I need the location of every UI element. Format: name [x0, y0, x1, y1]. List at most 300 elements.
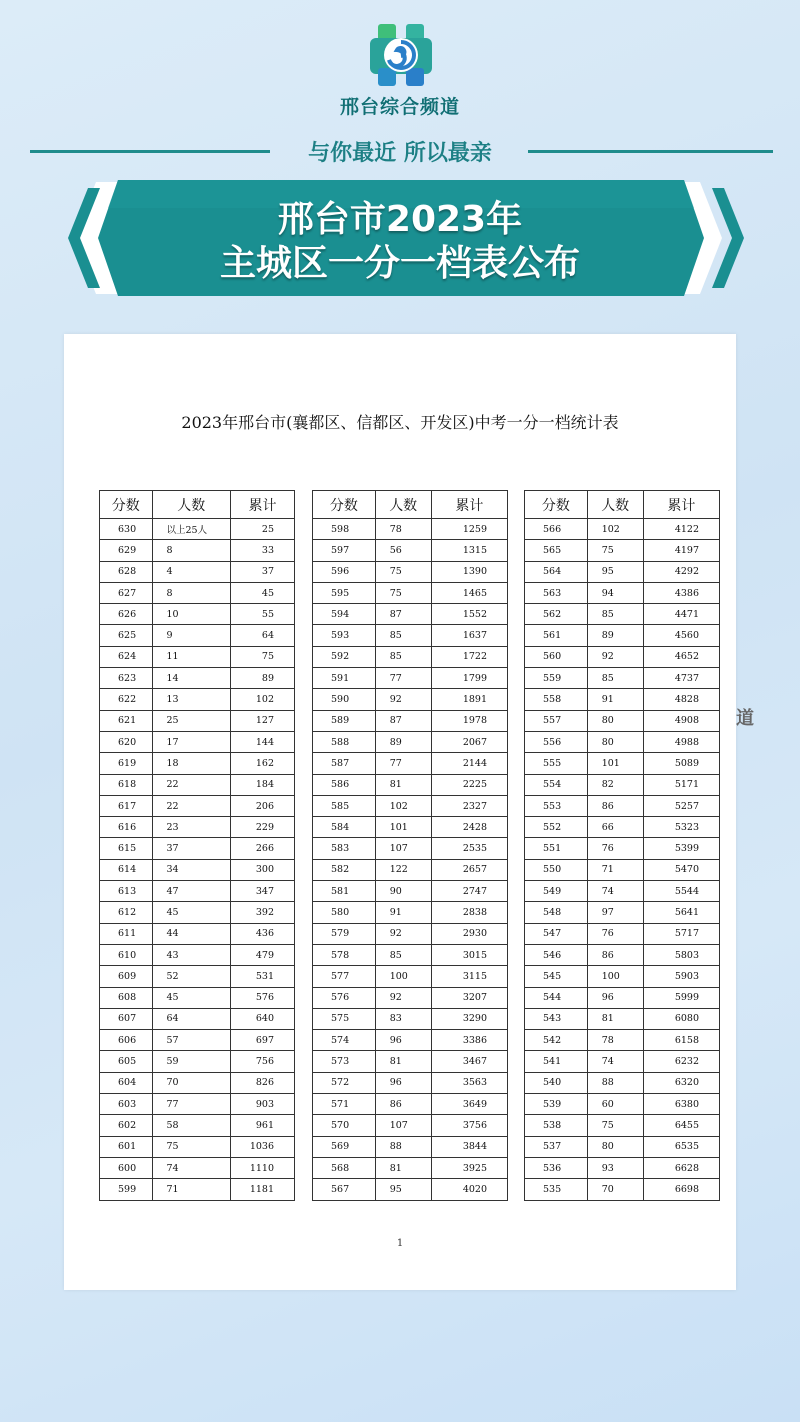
cumulative-cell: 162	[231, 753, 295, 774]
score-cell: 562	[525, 604, 588, 625]
cumulative-cell: 5323	[643, 817, 719, 838]
cumulative-cell: 5089	[643, 753, 719, 774]
score-cell: 625	[100, 625, 153, 646]
cumulative-cell: 6232	[643, 1051, 719, 1072]
score-cell: 610	[100, 944, 153, 965]
score-cell: 535	[525, 1179, 588, 1200]
count-cell: 122	[375, 859, 431, 880]
table-row	[525, 1179, 720, 1200]
count-cell: 101	[375, 817, 431, 838]
banner-title-line2: 主城区一分一档表公布	[219, 243, 580, 284]
score-cell: 571	[313, 1094, 376, 1115]
table-row	[313, 1157, 508, 1178]
score-cell: 600	[100, 1157, 153, 1178]
score-cell: 544	[525, 987, 588, 1008]
score-cell: 573	[313, 1051, 376, 1072]
table-row	[313, 795, 508, 816]
score-cell: 552	[525, 817, 588, 838]
table-row	[525, 582, 720, 603]
count-cell: 92	[587, 646, 643, 667]
score-cell: 557	[525, 710, 588, 731]
cumulative-cell: 6628	[643, 1157, 719, 1178]
banner-title-line1: 邢台市2023年	[277, 199, 523, 240]
cumulative-cell: 1036	[231, 1136, 295, 1157]
cumulative-cell: 2838	[431, 902, 507, 923]
table-row	[313, 966, 508, 987]
count-cell: 17	[152, 731, 231, 752]
count-cell: 83	[375, 1008, 431, 1029]
document-title: 2023年邢台市(襄都区、信都区、开发区)中考一分一档统计表	[181, 413, 619, 432]
cumulative-cell: 3015	[431, 944, 507, 965]
table-row	[100, 817, 295, 838]
table-row	[525, 966, 720, 987]
count-cell: 78	[375, 519, 431, 540]
score-cell: 577	[313, 966, 376, 987]
count-cell: 95	[375, 1179, 431, 1200]
cumulative-cell: 75	[231, 646, 295, 667]
table-row	[525, 1136, 720, 1157]
cumulative-cell: 4386	[643, 582, 719, 603]
cumulative-cell: 300	[231, 859, 295, 880]
table-row	[100, 668, 295, 689]
score-cell: 551	[525, 838, 588, 859]
count-cell: 75	[375, 561, 431, 582]
score-table-3	[524, 490, 720, 1201]
count-cell: 22	[152, 774, 231, 795]
table-row	[313, 668, 508, 689]
cumulative-cell: 4828	[643, 689, 719, 710]
score-cell: 586	[313, 774, 376, 795]
cumulative-cell: 5803	[643, 944, 719, 965]
cumulative-cell: 1637	[431, 625, 507, 646]
count-cell: 77	[375, 753, 431, 774]
cumulative-cell: 6455	[643, 1115, 719, 1136]
table-row	[525, 710, 720, 731]
count-cell: 8	[152, 540, 231, 561]
score-cell: 554	[525, 774, 588, 795]
score-cell: 626	[100, 604, 153, 625]
count-cell: 23	[152, 817, 231, 838]
cumulative-cell: 1465	[431, 582, 507, 603]
cumulative-cell: 45	[231, 582, 295, 603]
cumulative-cell: 2747	[431, 881, 507, 902]
header-cumulative: 累计	[431, 491, 507, 519]
count-cell: 18	[152, 753, 231, 774]
cumulative-cell: 1315	[431, 540, 507, 561]
table-row	[313, 1051, 508, 1072]
channel-name: 邢台综合频道	[339, 96, 460, 118]
cumulative-cell: 640	[231, 1008, 295, 1029]
cumulative-cell: 903	[231, 1094, 295, 1115]
count-cell: 34	[152, 859, 231, 880]
count-cell: 97	[587, 902, 643, 923]
score-cell: 597	[313, 540, 376, 561]
cumulative-cell: 1110	[231, 1157, 295, 1178]
cumulative-cell: 3467	[431, 1051, 507, 1072]
score-cell: 587	[313, 753, 376, 774]
score-cell: 541	[525, 1051, 588, 1072]
count-cell: 85	[375, 944, 431, 965]
slogan-row	[0, 136, 800, 166]
score-cell: 536	[525, 1157, 588, 1178]
score-cell: 595	[313, 582, 376, 603]
table-row	[100, 753, 295, 774]
cumulative-cell: 6698	[643, 1179, 719, 1200]
count-cell: 75	[375, 582, 431, 603]
score-cell: 608	[100, 987, 153, 1008]
table-row	[313, 1136, 508, 1157]
cumulative-cell: 4737	[643, 668, 719, 689]
table-row	[525, 561, 720, 582]
score-cell: 559	[525, 668, 588, 689]
score-cell: 578	[313, 944, 376, 965]
table-row	[525, 646, 720, 667]
cumulative-cell: 5257	[643, 795, 719, 816]
cumulative-cell: 2067	[431, 731, 507, 752]
score-cell: 609	[100, 966, 153, 987]
table-row	[100, 1136, 295, 1157]
table-row	[100, 625, 295, 646]
table-row	[525, 731, 720, 752]
cumulative-cell: 5717	[643, 923, 719, 944]
table-row	[525, 987, 720, 1008]
channel-logo-icon	[368, 22, 434, 88]
table-row	[100, 774, 295, 795]
score-cell: 568	[313, 1157, 376, 1178]
table-row	[100, 838, 295, 859]
cumulative-cell: 229	[231, 817, 295, 838]
cumulative-cell: 5399	[643, 838, 719, 859]
count-cell: 82	[587, 774, 643, 795]
score-cell: 603	[100, 1094, 153, 1115]
count-cell: 81	[375, 1157, 431, 1178]
cumulative-cell: 3649	[431, 1094, 507, 1115]
count-cell: 102	[375, 795, 431, 816]
cumulative-cell: 1259	[431, 519, 507, 540]
table-row	[525, 1072, 720, 1093]
table-row	[525, 1008, 720, 1029]
score-cell: 604	[100, 1072, 153, 1093]
count-cell: 76	[587, 838, 643, 859]
table-row	[525, 881, 720, 902]
table-row	[525, 1157, 720, 1178]
table-row	[525, 817, 720, 838]
score-cell: 585	[313, 795, 376, 816]
count-cell: 74	[587, 881, 643, 902]
cumulative-cell: 4471	[643, 604, 719, 625]
table-row	[100, 1115, 295, 1136]
table-row	[313, 753, 508, 774]
score-cell: 594	[313, 604, 376, 625]
cumulative-cell: 3925	[431, 1157, 507, 1178]
table-row	[313, 881, 508, 902]
cumulative-cell: 127	[231, 710, 295, 731]
score-cell: 622	[100, 689, 153, 710]
score-document	[64, 334, 736, 1290]
count-cell: 94	[587, 582, 643, 603]
score-cell: 618	[100, 774, 153, 795]
score-cell: 540	[525, 1072, 588, 1093]
cumulative-cell: 479	[231, 944, 295, 965]
table-row	[100, 582, 295, 603]
cumulative-cell: 25	[231, 519, 295, 540]
score-cell: 619	[100, 753, 153, 774]
score-cell: 624	[100, 646, 153, 667]
count-cell: 80	[587, 1136, 643, 1157]
cumulative-cell: 347	[231, 881, 295, 902]
count-cell: 91	[587, 689, 643, 710]
table-row	[525, 838, 720, 859]
cumulative-cell: 206	[231, 795, 295, 816]
score-cell: 620	[100, 731, 153, 752]
cumulative-cell: 5544	[643, 881, 719, 902]
score-cell: 566	[525, 519, 588, 540]
table-row	[313, 859, 508, 880]
score-cell: 569	[313, 1136, 376, 1157]
count-cell: 92	[375, 987, 431, 1008]
table-row	[100, 966, 295, 987]
table-row	[313, 540, 508, 561]
table-row	[525, 604, 720, 625]
count-cell: 71	[587, 859, 643, 880]
count-cell: 56	[375, 540, 431, 561]
count-cell: 70	[587, 1179, 643, 1200]
table-row	[525, 795, 720, 816]
table-row	[313, 519, 508, 540]
watermark-fragment: 道	[736, 708, 754, 729]
table-row	[525, 923, 720, 944]
count-cell: 75	[152, 1136, 231, 1157]
score-cell: 598	[313, 519, 376, 540]
count-cell: 85	[587, 668, 643, 689]
table-row	[100, 1030, 295, 1051]
table-row	[100, 519, 295, 540]
score-cell: 549	[525, 881, 588, 902]
count-cell: 80	[587, 710, 643, 731]
table-row	[525, 668, 720, 689]
table-row	[525, 689, 720, 710]
table-row	[313, 689, 508, 710]
count-cell: 87	[375, 710, 431, 731]
score-cell: 570	[313, 1115, 376, 1136]
count-cell: 91	[375, 902, 431, 923]
cumulative-cell: 6535	[643, 1136, 719, 1157]
table-row	[100, 604, 295, 625]
count-cell: 45	[152, 987, 231, 1008]
cumulative-cell: 4560	[643, 625, 719, 646]
header-cumulative: 累计	[643, 491, 719, 519]
cumulative-cell: 6080	[643, 1008, 719, 1029]
cumulative-cell: 4197	[643, 540, 719, 561]
table-row	[100, 689, 295, 710]
cumulative-cell: 697	[231, 1030, 295, 1051]
table-row	[313, 561, 508, 582]
table-row	[313, 1008, 508, 1029]
count-cell: 14	[152, 668, 231, 689]
count-cell: 75	[587, 1115, 643, 1136]
cumulative-cell: 3563	[431, 1072, 507, 1093]
count-cell: 89	[375, 731, 431, 752]
count-cell: 70	[152, 1072, 231, 1093]
score-cell: 617	[100, 795, 153, 816]
score-cell: 584	[313, 817, 376, 838]
cumulative-cell: 5999	[643, 987, 719, 1008]
score-table-1	[99, 490, 295, 1201]
table-row	[100, 1008, 295, 1029]
count-cell: 4	[152, 561, 231, 582]
table-row	[100, 646, 295, 667]
table-row	[313, 1115, 508, 1136]
score-cell: 563	[525, 582, 588, 603]
table-row	[525, 625, 720, 646]
table-row	[313, 944, 508, 965]
score-cell: 630	[100, 519, 153, 540]
cumulative-cell: 6158	[643, 1030, 719, 1051]
count-cell: 92	[375, 923, 431, 944]
table-row	[525, 540, 720, 561]
count-cell: 88	[587, 1072, 643, 1093]
score-table-2	[312, 490, 508, 1201]
table-row	[100, 902, 295, 923]
count-cell: 100	[587, 966, 643, 987]
score-cell: 567	[313, 1179, 376, 1200]
table-row	[313, 1030, 508, 1051]
cumulative-cell: 144	[231, 731, 295, 752]
score-cell: 550	[525, 859, 588, 880]
cumulative-cell: 5903	[643, 966, 719, 987]
cumulative-cell: 531	[231, 966, 295, 987]
count-cell: 86	[375, 1094, 431, 1115]
cumulative-cell: 5171	[643, 774, 719, 795]
count-cell: 57	[152, 1030, 231, 1051]
cumulative-cell: 4908	[643, 710, 719, 731]
cumulative-cell: 2144	[431, 753, 507, 774]
score-cell: 560	[525, 646, 588, 667]
table-row	[525, 1094, 720, 1115]
score-cell: 606	[100, 1030, 153, 1051]
cumulative-cell: 4292	[643, 561, 719, 582]
count-cell: 92	[375, 689, 431, 710]
cumulative-cell: 2535	[431, 838, 507, 859]
count-cell: 78	[587, 1030, 643, 1051]
cumulative-cell: 392	[231, 902, 295, 923]
score-cell: 556	[525, 731, 588, 752]
count-cell: 64	[152, 1008, 231, 1029]
score-cell: 579	[313, 923, 376, 944]
score-cell: 581	[313, 881, 376, 902]
count-cell: 96	[375, 1030, 431, 1051]
table-row	[525, 1051, 720, 1072]
count-cell: 81	[375, 774, 431, 795]
cumulative-cell: 4122	[643, 519, 719, 540]
cumulative-cell: 37	[231, 561, 295, 582]
score-cell: 629	[100, 540, 153, 561]
count-cell: 以上25人	[152, 519, 231, 540]
table-row	[100, 561, 295, 582]
count-cell: 77	[375, 668, 431, 689]
slogan: 与你最近 所以最亲	[308, 141, 492, 166]
score-cell: 582	[313, 859, 376, 880]
score-cell: 592	[313, 646, 376, 667]
cumulative-cell: 102	[231, 689, 295, 710]
count-cell: 81	[375, 1051, 431, 1072]
table-row	[100, 881, 295, 902]
count-cell: 101	[587, 753, 643, 774]
table-row	[525, 519, 720, 540]
cumulative-cell: 436	[231, 923, 295, 944]
score-cell: 602	[100, 1115, 153, 1136]
score-cell: 599	[100, 1179, 153, 1200]
count-cell: 47	[152, 881, 231, 902]
cumulative-cell: 4020	[431, 1179, 507, 1200]
cumulative-cell: 55	[231, 604, 295, 625]
cumulative-cell: 64	[231, 625, 295, 646]
count-cell: 71	[152, 1179, 231, 1200]
score-cell: 605	[100, 1051, 153, 1072]
cumulative-cell: 2428	[431, 817, 507, 838]
cumulative-cell: 826	[231, 1072, 295, 1093]
count-cell: 80	[587, 731, 643, 752]
cumulative-cell: 2930	[431, 923, 507, 944]
table-row	[100, 795, 295, 816]
score-cell: 615	[100, 838, 153, 859]
table-row	[313, 923, 508, 944]
cumulative-cell: 4988	[643, 731, 719, 752]
table-row	[525, 944, 720, 965]
score-cell: 613	[100, 881, 153, 902]
header-count: 人数	[152, 491, 231, 519]
table-row	[100, 923, 295, 944]
cumulative-cell: 3756	[431, 1115, 507, 1136]
count-cell: 52	[152, 966, 231, 987]
table-row	[313, 774, 508, 795]
cumulative-cell: 3290	[431, 1008, 507, 1029]
cumulative-cell: 1722	[431, 646, 507, 667]
count-cell: 59	[152, 1051, 231, 1072]
count-cell: 45	[152, 902, 231, 923]
score-cell: 607	[100, 1008, 153, 1029]
count-cell: 74	[152, 1157, 231, 1178]
count-cell: 44	[152, 923, 231, 944]
score-cell: 596	[313, 561, 376, 582]
count-cell: 76	[587, 923, 643, 944]
cumulative-cell: 3386	[431, 1030, 507, 1051]
cumulative-cell: 1978	[431, 710, 507, 731]
count-cell: 13	[152, 689, 231, 710]
count-cell: 102	[587, 519, 643, 540]
score-cell: 576	[313, 987, 376, 1008]
score-cell: 588	[313, 731, 376, 752]
cumulative-cell: 1799	[431, 668, 507, 689]
table-row	[313, 902, 508, 923]
table-row	[100, 1072, 295, 1093]
score-cell: 572	[313, 1072, 376, 1093]
count-cell: 90	[375, 881, 431, 902]
table-row	[313, 646, 508, 667]
score-cell: 545	[525, 966, 588, 987]
table-row	[313, 838, 508, 859]
score-cell: 558	[525, 689, 588, 710]
count-cell: 9	[152, 625, 231, 646]
table-row	[525, 902, 720, 923]
count-cell: 96	[587, 987, 643, 1008]
table-row	[313, 731, 508, 752]
score-cell: 561	[525, 625, 588, 646]
header-score: 分数	[313, 491, 376, 519]
cumulative-cell: 184	[231, 774, 295, 795]
cumulative-cell: 576	[231, 987, 295, 1008]
count-cell: 81	[587, 1008, 643, 1029]
